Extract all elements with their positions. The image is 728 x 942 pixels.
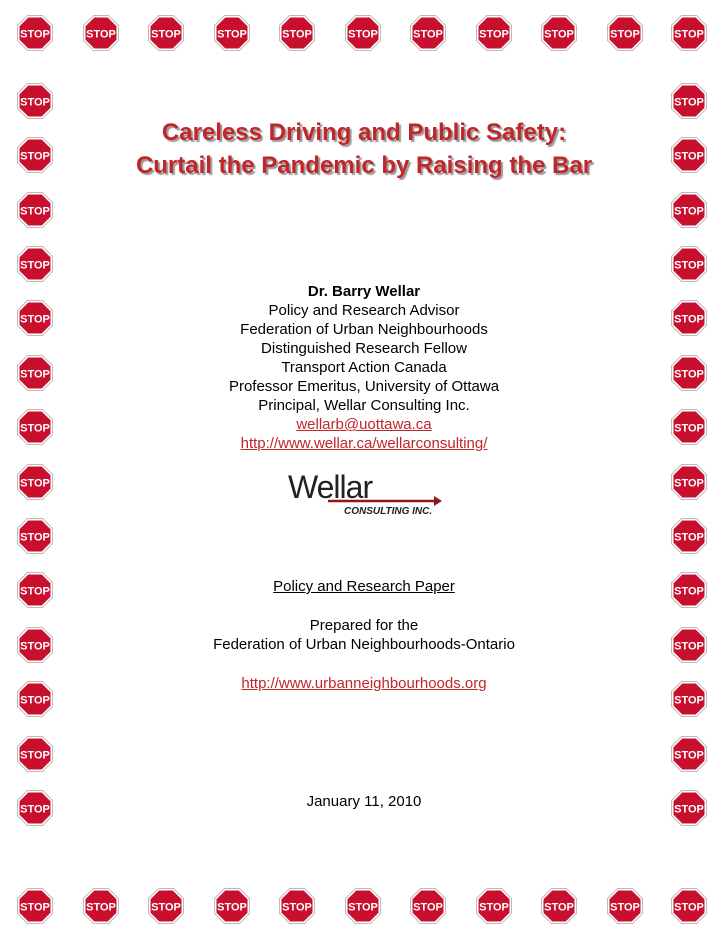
svg-text:STOP: STOP	[20, 749, 50, 762]
svg-text:STOP: STOP	[674, 640, 704, 653]
stop-sign-icon	[670, 517, 708, 555]
svg-text:STOP: STOP	[413, 28, 443, 41]
svg-text:STOP: STOP	[674, 694, 704, 707]
stop-sign-icon	[213, 887, 251, 925]
svg-text:STOP: STOP	[20, 694, 50, 707]
stop-sign-icon	[82, 887, 120, 925]
document-title-line-2: Curtail the Pandemic by Raising the Bar	[135, 152, 593, 179]
svg-text:STOP: STOP	[20, 313, 50, 326]
svg-text:STOP: STOP	[151, 28, 181, 41]
stop-sign-icon	[606, 14, 644, 52]
svg-text:STOP: STOP	[674, 749, 704, 762]
stop-sign-icon	[540, 887, 578, 925]
svg-text:STOP: STOP	[86, 28, 116, 41]
paper-type: Policy and Research Paper	[273, 578, 455, 595]
stop-sign-icon	[670, 735, 708, 773]
svg-text:STOP: STOP	[20, 531, 50, 544]
author-website-link[interactable]: http://www.wellar.ca/wellarconsulting/	[240, 435, 488, 452]
stop-sign-icon	[16, 82, 54, 120]
stop-sign-icon	[670, 463, 708, 501]
stop-sign-icon	[344, 14, 382, 52]
svg-text:STOP: STOP	[610, 28, 640, 41]
stop-sign-icon	[16, 887, 54, 925]
author-email-link[interactable]: wellarb@uottawa.ca	[296, 416, 432, 433]
svg-text:STOP: STOP	[674, 28, 704, 41]
stop-sign-icon	[16, 191, 54, 229]
stop-sign-icon	[16, 14, 54, 52]
logo-subtitle: CONSULTING INC.	[344, 506, 433, 517]
author-role-3: Distinguished Research Fellow	[261, 340, 467, 357]
stop-sign-icon	[213, 14, 251, 52]
svg-text:STOP: STOP	[674, 368, 704, 381]
svg-text:STOP: STOP	[20, 150, 50, 163]
stop-sign-icon	[670, 245, 708, 283]
svg-text:STOP: STOP	[20, 901, 50, 914]
svg-text:STOP: STOP	[674, 803, 704, 816]
stop-sign-icon	[606, 887, 644, 925]
stop-sign-icon	[670, 14, 708, 52]
wellar-logo-graphic	[288, 470, 448, 518]
stop-sign-icon	[16, 245, 54, 283]
svg-text:STOP: STOP	[217, 28, 247, 41]
prepared-for: Federation of Urban Neighbourhoods-Ontario	[213, 636, 515, 653]
svg-text:STOP: STOP	[282, 901, 312, 914]
stop-sign-icon	[475, 14, 513, 52]
svg-text:STOP: STOP	[674, 96, 704, 109]
svg-text:STOP: STOP	[674, 259, 704, 272]
svg-text:STOP: STOP	[348, 28, 378, 41]
svg-text:STOP: STOP	[20, 585, 50, 598]
stop-sign-icon	[409, 14, 447, 52]
stop-sign-icon	[475, 887, 513, 925]
logo-wordmark: Wellar	[288, 470, 373, 505]
svg-text:STOP: STOP	[86, 901, 116, 914]
author-role-1: Policy and Research Advisor	[268, 302, 460, 319]
svg-text:STOP: STOP	[674, 205, 704, 218]
svg-text:STOP: STOP	[674, 901, 704, 914]
stop-sign-icon	[16, 517, 54, 555]
svg-text:STOP: STOP	[20, 368, 50, 381]
svg-text:STOP: STOP	[674, 313, 704, 326]
author-name: Dr. Barry Wellar	[307, 283, 421, 300]
author-role-4: Transport Action Canada	[281, 359, 447, 376]
svg-text:STOP: STOP	[674, 150, 704, 163]
svg-text:STOP: STOP	[674, 477, 704, 490]
svg-text:STOP: STOP	[674, 531, 704, 544]
svg-text:STOP: STOP	[20, 640, 50, 653]
stop-sign-icon	[670, 82, 708, 120]
author-role-6: Principal, Wellar Consulting Inc.	[258, 397, 470, 414]
author-role-5: Professor Emeritus, University of Ottawa	[228, 378, 500, 395]
organization-url-link[interactable]: http://www.urbanneighbourhoods.org	[241, 675, 487, 692]
svg-text:STOP: STOP	[20, 259, 50, 272]
stop-sign-icon	[670, 191, 708, 229]
prepared-label: Prepared for the	[309, 617, 419, 634]
stop-sign-icon	[82, 14, 120, 52]
svg-text:STOP: STOP	[610, 901, 640, 914]
svg-text:STOP: STOP	[544, 901, 574, 914]
svg-text:STOP: STOP	[20, 422, 50, 435]
svg-text:STOP: STOP	[674, 585, 704, 598]
svg-text:STOP: STOP	[151, 901, 181, 914]
stop-sign-icon	[344, 887, 382, 925]
svg-text:STOP: STOP	[674, 422, 704, 435]
document-date: January 11, 2010	[306, 793, 422, 810]
document-title-line-1: Careless Driving and Public Safety:	[161, 119, 567, 146]
svg-text:STOP: STOP	[217, 901, 247, 914]
svg-text:STOP: STOP	[544, 28, 574, 41]
author-role-2: Federation of Urban Neighbourhoods	[240, 321, 488, 338]
svg-text:STOP: STOP	[413, 901, 443, 914]
svg-text:STOP: STOP	[20, 803, 50, 816]
stop-sign-icon	[147, 887, 185, 925]
svg-text:STOP: STOP	[20, 205, 50, 218]
stop-sign-icon	[278, 14, 316, 52]
svg-text:STOP: STOP	[20, 96, 50, 109]
svg-text:STOP: STOP	[282, 28, 312, 41]
stop-sign-icon	[147, 14, 185, 52]
stop-sign-icon	[409, 887, 447, 925]
svg-text:STOP: STOP	[20, 477, 50, 490]
stop-sign-icon	[540, 14, 578, 52]
stop-sign-icon	[278, 887, 316, 925]
svg-text:STOP: STOP	[479, 28, 509, 41]
svg-text:STOP: STOP	[20, 28, 50, 41]
wellar-consulting-logo	[288, 470, 448, 518]
stop-sign-icon	[16, 463, 54, 501]
stop-sign-icon	[670, 887, 708, 925]
stop-sign-icon	[16, 735, 54, 773]
svg-text:STOP: STOP	[348, 901, 378, 914]
svg-text:STOP: STOP	[479, 901, 509, 914]
